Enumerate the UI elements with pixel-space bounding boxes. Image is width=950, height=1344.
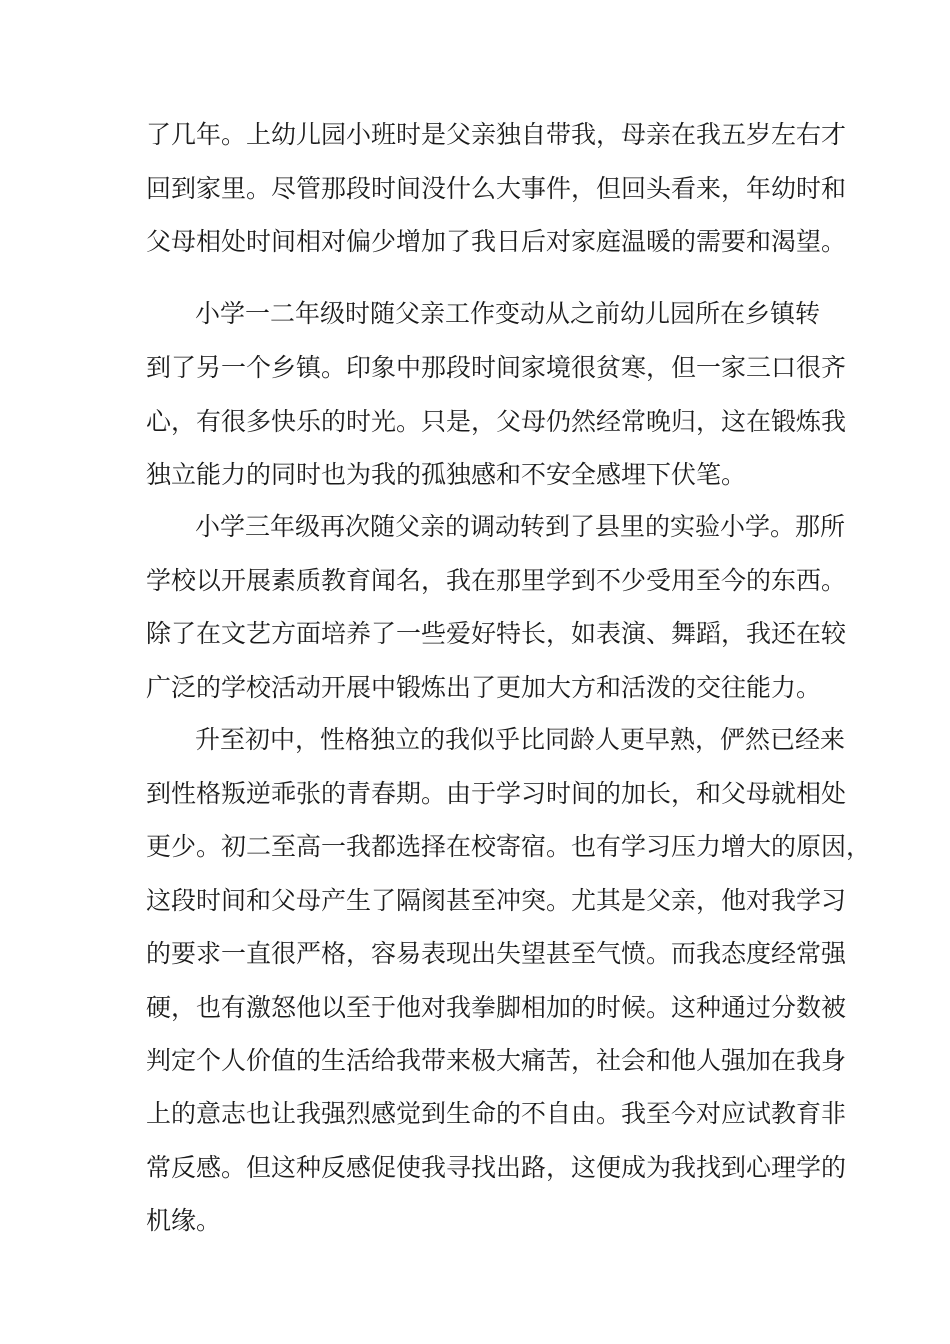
paragraph-3-line-4: 广泛的学校活动开展中锻炼出了更加大方和活泼的交往能力。 bbox=[146, 673, 822, 702]
paragraph-4-line-1: 升至初中，性格独立的我似乎比同龄人更早熟，俨然已经来 bbox=[195, 725, 846, 754]
paragraph-1-line-1: 了几年。上幼儿园小班时是父亲独自带我，母亲在我五岁左右才 bbox=[146, 120, 847, 149]
paragraph-4-line-4: 这段时间和父母产生了隔阂甚至冲突。尤其是父亲，他对我学习 bbox=[146, 886, 847, 915]
paragraph-2-line-3: 心，有很多快乐的时光。只是，父母仍然经常晚归，这在锻炼我 bbox=[146, 407, 847, 436]
paragraph-4-line-8: 上的意志也让我强烈感觉到生命的不自由。我至今对应试教育非 bbox=[146, 1099, 847, 1128]
paragraph-4-line-9: 常反感。但这种反感促使我寻找出路，这便成为我找到心理学的 bbox=[146, 1153, 847, 1182]
paragraph-4-line-3: 更少。初二至高一我都选择在校寄宿。也有学习压力增大的原因， bbox=[146, 832, 872, 861]
paragraph-4-line-10: 机缘。 bbox=[146, 1206, 222, 1235]
paragraph-4-line-7: 判定个人价值的生活给我带来极大痛苦，社会和他人强加在我身 bbox=[146, 1046, 847, 1075]
paragraph-3-line-1: 小学三年级再次随父亲的调动转到了县里的实验小学。那所 bbox=[195, 512, 846, 541]
paragraph-3-line-2: 学校以开展素质教育闻名，我在那里学到不少受用至今的东西。 bbox=[146, 566, 847, 595]
paragraph-2-line-4: 独立能力的同时也为我的孤独感和不安全感埋下伏笔。 bbox=[146, 460, 747, 489]
paragraph-4-line-5: 的要求一直很严格，容易表现出失望甚至气愤。而我态度经常强 bbox=[146, 939, 847, 968]
paragraph-3-line-3: 除了在文艺方面培养了一些爱好特长，如表演、舞蹈，我还在较 bbox=[146, 619, 847, 648]
paragraph-2-line-2: 到了另一个乡镇。印象中那段时间家境很贫寒，但一家三口很齐 bbox=[146, 353, 847, 382]
paragraph-4-line-6: 硬，也有激怒他以至于他对我拳脚相加的时候。这种通过分数被 bbox=[146, 993, 847, 1022]
paragraph-1-line-2: 回到家里。尽管那段时间没什么大事件，但回头看来，年幼时和 bbox=[146, 174, 847, 203]
paragraph-4-line-2: 到性格叛逆乖张的青春期。由于学习时间的加长，和父母就相处 bbox=[146, 779, 847, 808]
paragraph-1-line-3: 父母相处时间相对偏少增加了我日后对家庭温暖的需要和渴望。 bbox=[146, 227, 847, 256]
paragraph-2-line-1: 小学一二年级时随父亲工作变动从之前幼儿园所在乡镇转 bbox=[195, 299, 821, 328]
